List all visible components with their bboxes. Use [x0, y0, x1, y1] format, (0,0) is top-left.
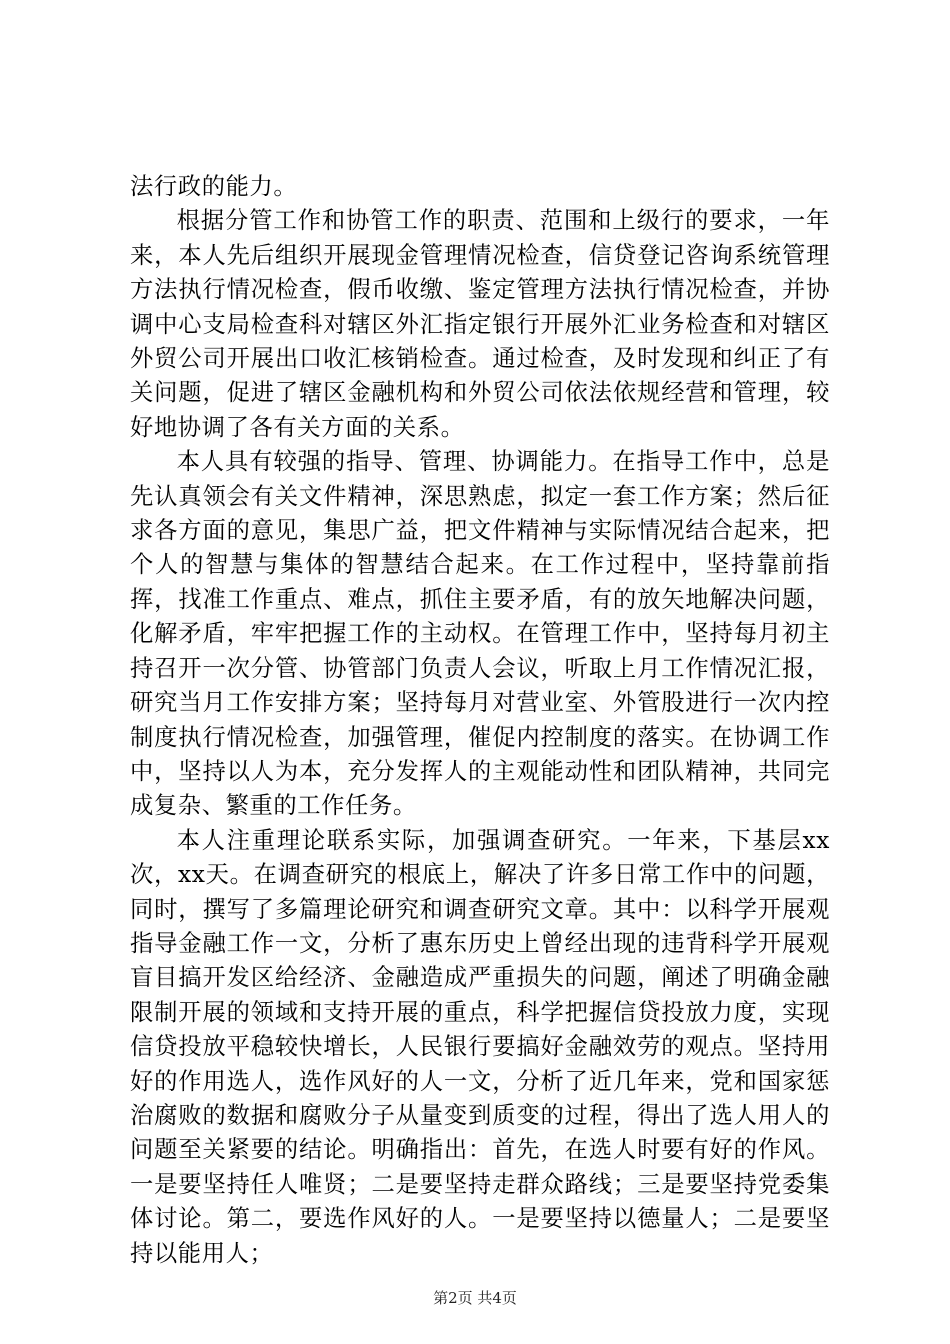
paragraph-inspection-work: 根据分管工作和协管工作的职责、范围和上级行的要求，一年来，本人先后组织开展现金管理情况检查，信贷登记咨询系统管理方法执行情况检查，假币收缴、鉴定管理方法执行情况检查，并协调中心支局检查科对辖区外汇指定银行开展外汇业务检查和对辖区外贸公司开展出口收汇核销检查。通过检查，及时发现和纠正了有关问题，促进了辖区金融机构和外贸公司依法依规经营和管理，较好地协调了各有关方面的关系。 [130, 207, 830, 441]
document-body [130, 170, 830, 1271]
paragraph-continuation: 法行政的能力。 [130, 173, 298, 200]
paragraph-management-ability: 本人具有较强的指导、管理、协调能力。在指导工作中，总是先认真领会有关文件精神，深思熟虑，拟定一套工作方案；然后征求各方面的意见，集思广益，把文件精神与实际情况结合起来，把个人的智慧与集体的智慧结合起来。在工作过程中，坚持靠前指挥，找准工作重点、难点，抓住主要矛盾，有的放矢地解决问题，化解矛盾，牢牢把握工作的主动权。在管理工作中，坚持每月初主持召开一次分管、协管部门负责人会议，听取上月工作情况汇报，研究当月工作安排方案；坚持每月对营业室、外管股进行一次内控制度执行情况检查，加强管理，催促内控制度的落实。在协调工作中，坚持以人为本，充分发挥人的主观能动性和团队精神，共同完成复杂、繁重的工作任务。 [130, 448, 830, 820]
paragraph-research: 本人注重理论联系实际，加强调查研究。一年来，下基层xx次，xx天。在调查研究的根底上，解决了许多日常工作中的问题，同时，撰写了多篇理论研究和调查研究文章。其中：以科学开展观指导金融工作一文，分析了惠东历史上曾经出现的违背科学开展观盲目搞开发区给经济、金融造成严重损失的问题，阐述了明确金融限制开展的领域和支持开展的重点，科学把握信贷投放力度，实现信贷投放平稳较快增长，人民银行要搞好金融效劳的观点。坚持用好的作用选人，选作风好的人一文，分析了近几年来，党和国家惩治腐败的数据和腐败分子从量变到质变的过程，得出了选人用人的问题至关紧要的结论。明确指出：首先，在选人时要有好的作风。一是要坚持任人唯贤；二是要坚持走群众路线；三是要坚持党委集体讨论。第二，要选作风好的人。一是要坚持以德量人；二是要坚持以能用人； [130, 826, 830, 1267]
page-number-footer: 第2页 共4页 [433, 1289, 517, 1307]
